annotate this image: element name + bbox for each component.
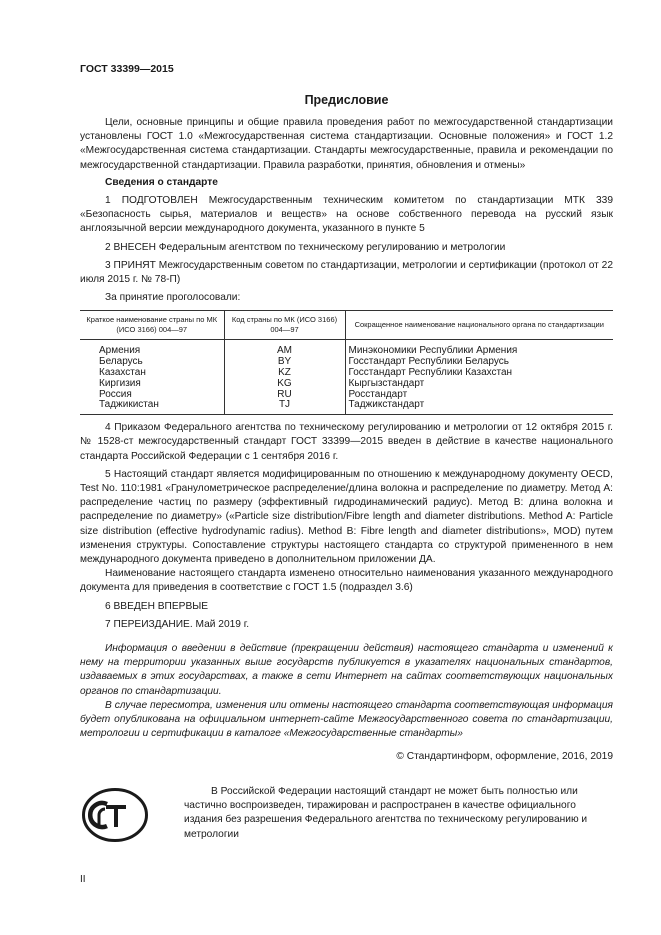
item-1: 1 ПОДГОТОВЛЕН Межгосударственным техническим комитетом по стандартизации МТК 339 «Безопасность сырья, материалов и веществ» на основе собственного перевода на русский язык англоязычной версии международного документа, указанного в пункте 5 — [80, 195, 613, 235]
table-header-row — [80, 311, 613, 340]
country-name: Казахстан — [99, 367, 146, 379]
item-6: 6 ВВЕДЕН ВПЕРВЫЕ — [105, 600, 209, 612]
country-name: Киргизия — [99, 377, 141, 389]
voting-table — [80, 310, 613, 415]
intro-paragraph: Цели, основные принципы и общие правила проведения работ по межгосударственной стандартизации установлены ГОСТ 1.0 «Межгосударственная система стандартизации. Основные положения» и ГОСТ 1.2 «Межгосударственная система стандартизации. Стандарты межгосударственные, правила и рекомендации по межгосударственной стандартизации. Правила разработки, принятия, обновления и отмены» — [80, 117, 613, 171]
table-row — [80, 340, 613, 357]
info-note-2: В случае пересмотра, изменения или отмены настоящего стандарта соответствующая информация будет опубликована на официальном интернет-сайте Межгосударственного совета по стандартизации, метрологии и сертификации в каталоге «Межгосударственные стандарты» — [80, 699, 613, 740]
standards-body: Минэкономики Республики Армения — [345, 340, 613, 357]
table-row — [80, 357, 613, 368]
table-row — [80, 379, 613, 390]
foreword-body — [80, 116, 613, 765]
country-code: TJ — [224, 400, 345, 414]
item-7: 7 ПЕРЕИЗДАНИЕ. Май 2019 г. — [105, 618, 250, 630]
item-2: 2 ВНЕСЕН Федеральным агентством по техническому регулированию и метрологии — [105, 241, 506, 253]
standards-body: Госстандарт Республики Беларусь — [345, 357, 613, 368]
rst-certification-mark-icon — [81, 787, 149, 843]
info-heading: Сведения о стандарте — [105, 176, 218, 188]
item-4: 4 Приказом Федерального агентства по техническому регулированию и метрологии от 12 октября 2015 г. № 1528-ст межгосударственный стандарт ГОСТ 33399—2015 введен в действие в качестве национального стандарта Российской Федерации с 1 сентября 2016 г. — [80, 422, 613, 462]
country-code: RU — [224, 390, 345, 401]
table-row — [80, 400, 613, 414]
document-code: ГОСТ 33399—2015 — [80, 63, 174, 75]
page-number: II — [80, 874, 86, 885]
header-country-name: Краткое наименование страны по МК (ИСО 3166) 004—97 — [80, 311, 224, 340]
item-5-rename-note: Наименование настоящего стандарта изменено относительно наименования указанного международного документа для приведения в соответствие с ГОСТ 1.5 (подраздел 3.6) — [80, 568, 613, 594]
country-code: KZ — [224, 368, 345, 379]
standards-body: Госстандарт Республики Казахстан — [345, 368, 613, 379]
section-heading: Предисловие — [304, 93, 389, 107]
table-row — [80, 390, 613, 401]
country-name: Россия — [99, 388, 132, 400]
table-row — [80, 368, 613, 379]
country-name: Армения — [99, 345, 141, 357]
country-code: AM — [224, 340, 345, 357]
item-5: 5 Настоящий стандарт является модифицированным по отношению к международному документу OECD, Test No. 110:1981 «Гранулометрическое распределение/длина волокна и распределение по диаметру. Метод А: распределение частиц по размеру (эффективный гидродинамический радиус). Метод В: длина волокна и распределение по диаметру» («Particle size distribution/Fibre length and diameter distributions. Method A: Particle size distribution (effective hydrodynamic radius). Method B: Fibre length and diameter distributions», MOD) путем изменения структуры. Сопоставление структуры настоящего стандарта со структурой примененного в нем международного документа приведено в дополнительном приложении ДА. — [80, 468, 613, 566]
country-name: Таджикистан — [80, 400, 224, 414]
item-3: 3 ПРИНЯТ Межгосударственным советом по стандартизации, метрологии и сертификации (протокол от 22 июля 2015 г. № 78-П) — [80, 259, 613, 286]
standards-body: Кыргызстандарт — [345, 379, 613, 390]
country-code: BY — [224, 357, 345, 368]
header-standards-body: Сокращенное наименование национального органа по стандартизации — [345, 311, 613, 340]
copyright-line: © Стандартинформ, оформление, 2016, 2019 — [396, 751, 613, 763]
vote-label: За принятие проголосовали: — [105, 292, 241, 304]
copyright-notice: В Российской Федерации настоящий стандарт не может быть полностью или частично воспроизведен, тиражирован и распространен в качестве официального издания без разрешения Федерального агентства по техническому регулированию и метрологии — [184, 786, 588, 840]
country-name: Беларусь — [99, 356, 143, 368]
standards-body: Росстандарт — [345, 390, 613, 401]
country-code: KG — [224, 379, 345, 390]
header-country-code: Код страны по МК (ИСО 3166) 004—97 — [224, 311, 345, 340]
standards-body: Таджикстандарт — [345, 400, 613, 414]
info-note-1: Информация о введении в действие (прекращении действия) настоящего стандарта и изменений к нему на территории указанных выше государств публикуется в указателях национальных стандартов, издаваемых в этих государствах, а также в сети Интернет на сайтах соответствующих национальных органов по стандартизации. — [80, 643, 613, 697]
